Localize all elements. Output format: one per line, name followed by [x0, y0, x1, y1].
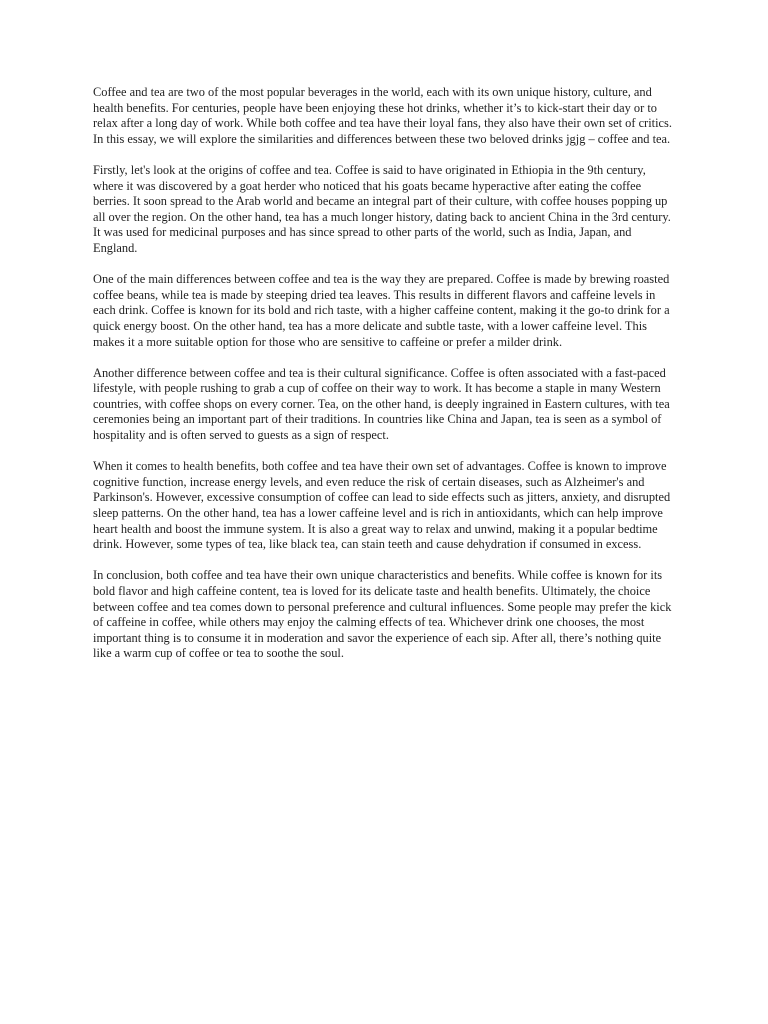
- paragraph-cultural-significance: Another difference between coffee and tea is their cultural significance. Coffee is often associated with a fast-paced lifestyle, with people rushing to grab a cup of coffee on their way to work. It has become a staple in many Western countries, with coffee shops on every corner. Tea, on the other hand, is deeply ingrained in Eastern cultures, with tea ceremonies being an important part of their traditions. In countries like China and Japan, tea is seen as a symbol of hospitality and is often served to guests as a sign of respect.: [93, 365, 670, 443]
- paragraph-conclusion: In conclusion, both coffee and tea have their own unique characteristics and benefits. While coffee is known for its bold flavor and high caffeine content, tea is loved for its delicate taste and health benefits. Ultimately, the choice between coffee and tea comes down to personal preference and cultural influences. Some people may prefer the kick of caffeine in coffee, while others may enjoy the calming effects of tea. Whichever drink one chooses, the most important thing is to consume it in moderation and savor the experience of each sip. After all, there’s nothing quite like a warm cup of coffee or tea to soothe the soul.: [93, 568, 672, 661]
- paragraph-introduction: Coffee and tea are two of the most popular beverages in the world, each with its own unique history, culture, and health benefits. For centuries, people have been enjoying these hot drinks, whether it’s to kick-start their day or to relax after a long day of work. While both coffee and tea have their loyal fans, they also have their own set of critics. In this essay, we will explore the similarities and differences between these two beloved drinks jgjg – coffee and tea.: [93, 85, 672, 146]
- paragraph-health-benefits: When it comes to health benefits, both coffee and tea have their own set of advantages. Coffee is known to improve cognitive function, increase energy levels, and even reduce the risk of certain diseases, such as Alzheimer's and Parkinson's. However, excessive consumption of coffee can lead to side effects such as jitters, anxiety, and disrupted sleep patterns. On the other hand, tea has a lower caffeine level and is rich in antioxidants, which can help improve heart health and boost the immune system. It is also a great way to relax and unwind, making it a popular bedtime drink. However, some types of tea, like black tea, can stain teeth and cause dehydration if consumed in excess.: [93, 459, 671, 552]
- paragraph-origins: Firstly, let's look at the origins of coffee and tea. Coffee is said to have originated in Ethiopia in the 9th century, where it was discovered by a goat herder who noticed that his goats became hyperactive after eating the coffee berries. It soon spread to the Arab world and became an integral part of their culture, with coffee houses popping up all over the region. On the other hand, tea has a much longer history, dating back to ancient China in the 3rd century. It was used for medicinal purposes and has since spread to other parts of the world, such as India, Japan, and England.: [93, 162, 671, 255]
- paragraph-preparation: One of the main differences between coffee and tea is the way they are prepared. Coffee is made by brewing roasted coffee beans, while tea is made by steeping dried tea leaves. This results in different flavors and caffeine levels in each drink. Coffee is known for its bold and rich taste, with a higher caffeine content, making it the go-to drink for a quick energy boost. On the other hand, tea has a more delicate and subtle taste, with a lower caffeine level. This makes it a more suitable option for those who are sensitive to caffeine or prefer a milder drink.: [93, 272, 670, 349]
- essay-body: [93, 85, 673, 678]
